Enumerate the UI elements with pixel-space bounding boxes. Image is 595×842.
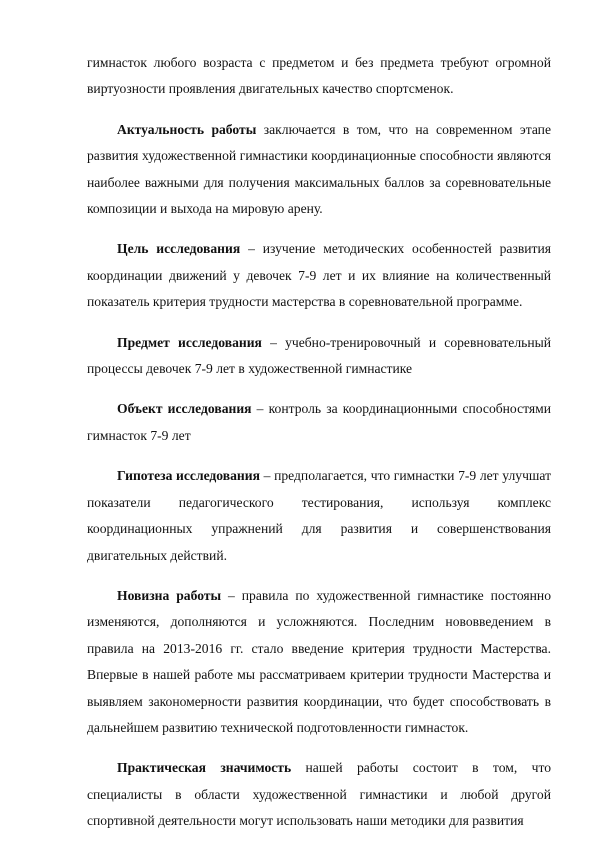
paragraph-text: нашей работы состоит в том, что специалисты в области художественной гимнастики и любой другой спортивной деятельности могут использовать наши методики для развития bbox=[87, 760, 551, 829]
paragraph-lead: Цель исследования bbox=[117, 241, 241, 257]
paragraph-text: заключается в том, что на современном этапе развития художественной гимнастики координационные способности являются наиболее важными для получения максимальных баллов за соревновательные композиции и выхода на мировую арену. bbox=[87, 121, 551, 217]
paragraph-intro-continuation bbox=[87, 50, 551, 103]
paragraph-text: – учебно-тренировочный и соревновательный процессы девочек 7-9 лет в художественной гимнастике bbox=[87, 334, 551, 377]
paragraph-lead: Практическая значимость bbox=[117, 760, 292, 776]
paragraph-lead: Новизна работы bbox=[117, 587, 222, 603]
paragraph-object bbox=[87, 396, 551, 449]
paragraph-text: – контроль за координационными способностями гимнасток 7-9 лет bbox=[87, 401, 551, 443]
paragraph-text: – правила по художественной гимнастике постоянно изменяются, дополняются и усложняются. Последним нововведением в правила на 2013-2016 гг. стало введение критерия трудности Мастерства. Впервые в нашей работе мы рассматриваем критерии трудности Мастерства и выявляем закономерности развития координации, что будет способствовать в дальнейшем развитию технической подготовленности гимнасток. bbox=[87, 587, 551, 735]
paragraph-lead: Объект исследования bbox=[117, 401, 252, 417]
paragraph-hypothesis bbox=[87, 463, 551, 569]
paragraph-lead: Актуальность работы bbox=[117, 121, 257, 137]
paragraph-lead: Предмет исследования bbox=[117, 334, 262, 350]
paragraph-text: – изучение методических особенностей развития координации движений у девочек 7-9 лет и их влияние на количественный показатель критерия трудности мастерства в соревновательной программе. bbox=[87, 241, 551, 310]
paragraph-text: гимнасток любого возраста с предметом и без предмета требуют огромной виртуозности проявления двигательных качество спортсменок. bbox=[87, 55, 551, 97]
paragraph-text: – предполагается, что гимнастки 7-9 лет улучшат показатели педагогического тестирования, используя комплекс координационных упражнений для развития и совершенствования двигательных действий. bbox=[87, 468, 552, 563]
paragraph-subject bbox=[87, 330, 551, 383]
paragraph-novelty bbox=[87, 583, 551, 741]
paragraph-lead: Гипотеза исследования bbox=[117, 468, 260, 484]
paragraph-practical-significance bbox=[87, 755, 551, 834]
paragraph-goal bbox=[87, 236, 551, 315]
paragraph-relevance bbox=[87, 117, 551, 223]
